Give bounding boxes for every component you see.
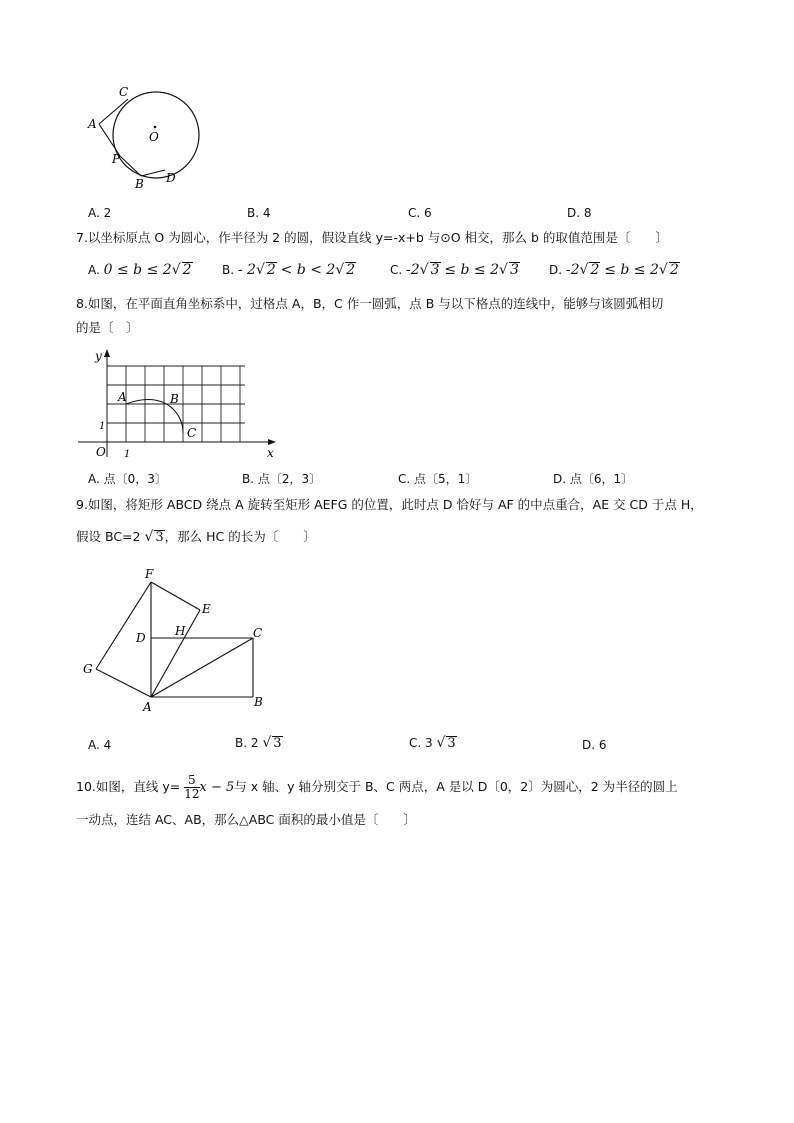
q10-fraction: $\frac{5}{12}$ <box>184 773 200 801</box>
y-axis-arrow <box>104 349 110 357</box>
q7-option-a: A. 0 ≤ b ≤ 2√ 2 <box>88 262 192 278</box>
q9-option-d: D. 6 <box>582 738 607 752</box>
q9-option-b: B. 2 √ 3 <box>235 735 282 751</box>
tangent-ac <box>99 99 128 124</box>
q9-figure <box>78 566 278 716</box>
label-h: H <box>175 624 186 638</box>
label-c: C <box>187 426 197 440</box>
q9-option-c: C. 3 √ 3 <box>409 735 456 751</box>
q8-option-b: B. 点〔2，3〕 <box>242 472 322 486</box>
label-one-x: 1 <box>124 449 131 460</box>
segment-fe <box>151 582 200 610</box>
label-one-y: 1 <box>99 421 106 432</box>
label-d: D <box>136 631 146 645</box>
label-o: O <box>149 130 159 144</box>
q8-option-a: A. 点〔0，3〕 <box>88 472 167 486</box>
q8-grid-figure <box>74 347 284 462</box>
segment-fg <box>96 582 151 669</box>
tangent-bpd <box>120 156 141 176</box>
label-p: P <box>112 152 121 166</box>
label-b: B <box>170 392 179 406</box>
label-b: B <box>254 695 263 709</box>
label-a: A <box>143 700 152 714</box>
tangent-bd <box>141 170 165 176</box>
label-b: B <box>135 177 144 191</box>
label-d: D <box>166 171 176 185</box>
q9-option-a: A. 4 <box>88 738 112 752</box>
q10-stem-line2: 一动点，连结 AC、AB，那么△ABC 面积的最小值是〔 〕 <box>76 812 416 827</box>
q6-option-a: A. 2 <box>88 206 112 220</box>
q8-stem-line2: 的是〔 〕 <box>76 320 139 335</box>
label-g: G <box>83 662 93 676</box>
q8-option-c: C. 点〔5，1〕 <box>398 472 478 486</box>
q7-option-d: D. -2√ 2 ≤ b ≤ 2√ 2 <box>549 262 679 278</box>
q8-stem-line1: 8.如图，在平面直角坐标系中，过格点 A，B，C 作一圆弧，点 B 与以下格点的连线中，能够与该圆弧相切 <box>76 296 664 311</box>
q9-stem-line2: 假设 BC=2 √ 3，那么 HC 的长为〔 〕 <box>76 529 316 545</box>
label-a: A <box>118 390 127 404</box>
segment-ga <box>96 669 151 697</box>
segment-ac <box>151 638 253 697</box>
x-axis-arrow <box>268 439 276 445</box>
q9-stem-line1: 9.如图，将矩形 ABCD 绕点 A 旋转至矩形 AEFG 的位置，此时点 D 恰好与 AF 的中点重合，AE 交 CD 于点 H， <box>76 497 703 512</box>
label-o: O <box>96 445 106 459</box>
q8-option-d: D. 点〔6，1〕 <box>553 472 634 486</box>
label-f: F <box>145 567 154 581</box>
q7-option-c: C. -2√ 3 ≤ b ≤ 2√ 3 <box>390 262 519 278</box>
q10-stem-line1: 10.如图，直线 y= $\frac{5}{12}$ x − 5与 x 轴、y 轴分别交于 B、C 两点，A 是以 D〔0，2〕为圆心，2 为半径的圆上 <box>76 773 678 801</box>
label-c: C <box>119 85 129 99</box>
center-dot <box>154 126 157 129</box>
label-c: C <box>253 626 263 640</box>
q6-figure <box>80 80 210 195</box>
q6-option-b: B. 4 <box>247 206 271 220</box>
q7-stem: 7.以坐标原点 O 为圆心，作半径为 2 的圆，假设直线 y=-x+b 与⊙O 相交，那么 b 的取值范围是〔 〕 <box>76 230 668 245</box>
label-a: A <box>88 117 97 131</box>
label-e: E <box>202 602 211 616</box>
label-x: x <box>267 446 274 460</box>
q6-option-c: C. 6 <box>408 206 432 220</box>
q7-option-b: B. - 2√ 2 < b < 2√ 2 <box>222 262 356 278</box>
label-y: y <box>95 349 102 363</box>
q6-option-d: D. 8 <box>567 206 592 220</box>
